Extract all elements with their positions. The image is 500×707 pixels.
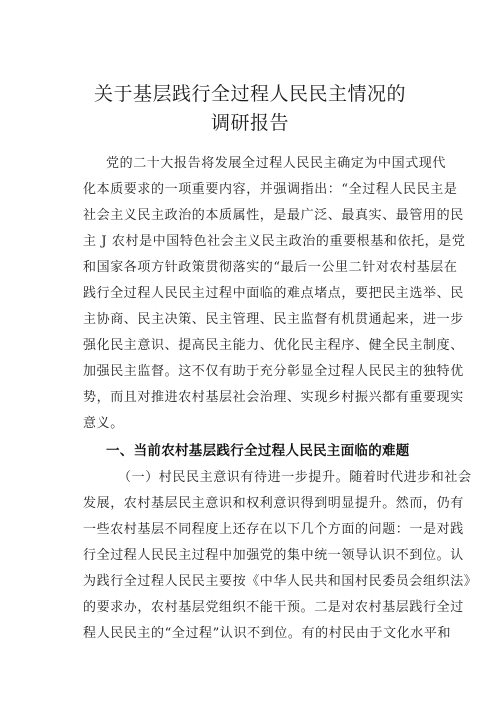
paragraph-line: 的要求办，农村基层党组织不能干预。二是对农村基层践行全过	[83, 600, 464, 615]
paragraph-line: 强化民主意识、提高民主能力、优化民主程序、健全民主制度、	[83, 338, 464, 353]
paragraph-line: 势，而且对推进农村基层社会治理、实现乡村振兴都有重要现实	[83, 390, 464, 405]
paragraph-line: 为践行全过程人民民主要按《中华人民共和国村民委员会组织法》	[83, 574, 478, 589]
paragraph-line: 主 J 农村是中国特色社会主义民主政治的重要根基和依托，是党	[83, 234, 466, 249]
paragraph-line: 一些农村基层不同程度上还存在以下几个方面的问题：一是对践	[83, 522, 464, 537]
section-heading: 一、当前农村基层践行全过程人民民主面临的难题	[106, 443, 410, 459]
paragraph-line: 加强民主监督。这不仅有助于充分彰显全过程人民民主的独特优	[83, 364, 464, 379]
paragraph-line: 意义。	[83, 416, 124, 431]
paragraph-line: （一）村民民主意识有待进一步提升。随着时代进步和社会	[118, 470, 472, 485]
paragraph-line: 行全过程人民民主过程中加强党的集中统一领导认识不到位。认	[83, 548, 464, 563]
paragraph-line: 践行全过程人民民主过程中面临的难点堵点，要把民主选举、民	[83, 286, 464, 301]
paragraph-line: 党的二十大报告将发展全过程人民民主确定为中国式现代	[106, 156, 447, 171]
paragraph-line: 主协商、民主决策、民主管理、民主监督有机贯通起来，进一步	[83, 312, 464, 327]
paragraph-line: 社会主义民主政治的本质属性，是最广泛、最真实、最管用的民	[83, 208, 464, 223]
paragraph-line: 和国家各项方针政策贯彻落实的“最后一公里二针对农村基层在	[83, 260, 458, 275]
document-title-line-2: 调研报告	[210, 112, 289, 134]
document-title-line-1: 关于基层践行全过程人民民主情况的	[93, 83, 406, 105]
paragraph-line: 化本质要求的一项重要内容，并强调指出：“全过程人民民主是	[83, 182, 458, 197]
paragraph-line: 发展，农村基层民主意识和权利意识得到明显提升。然而，仍有	[83, 496, 464, 511]
paragraph-line: 程人民民主的“全过程”认识不到位。有的村民由于文化水平和	[83, 626, 452, 641]
